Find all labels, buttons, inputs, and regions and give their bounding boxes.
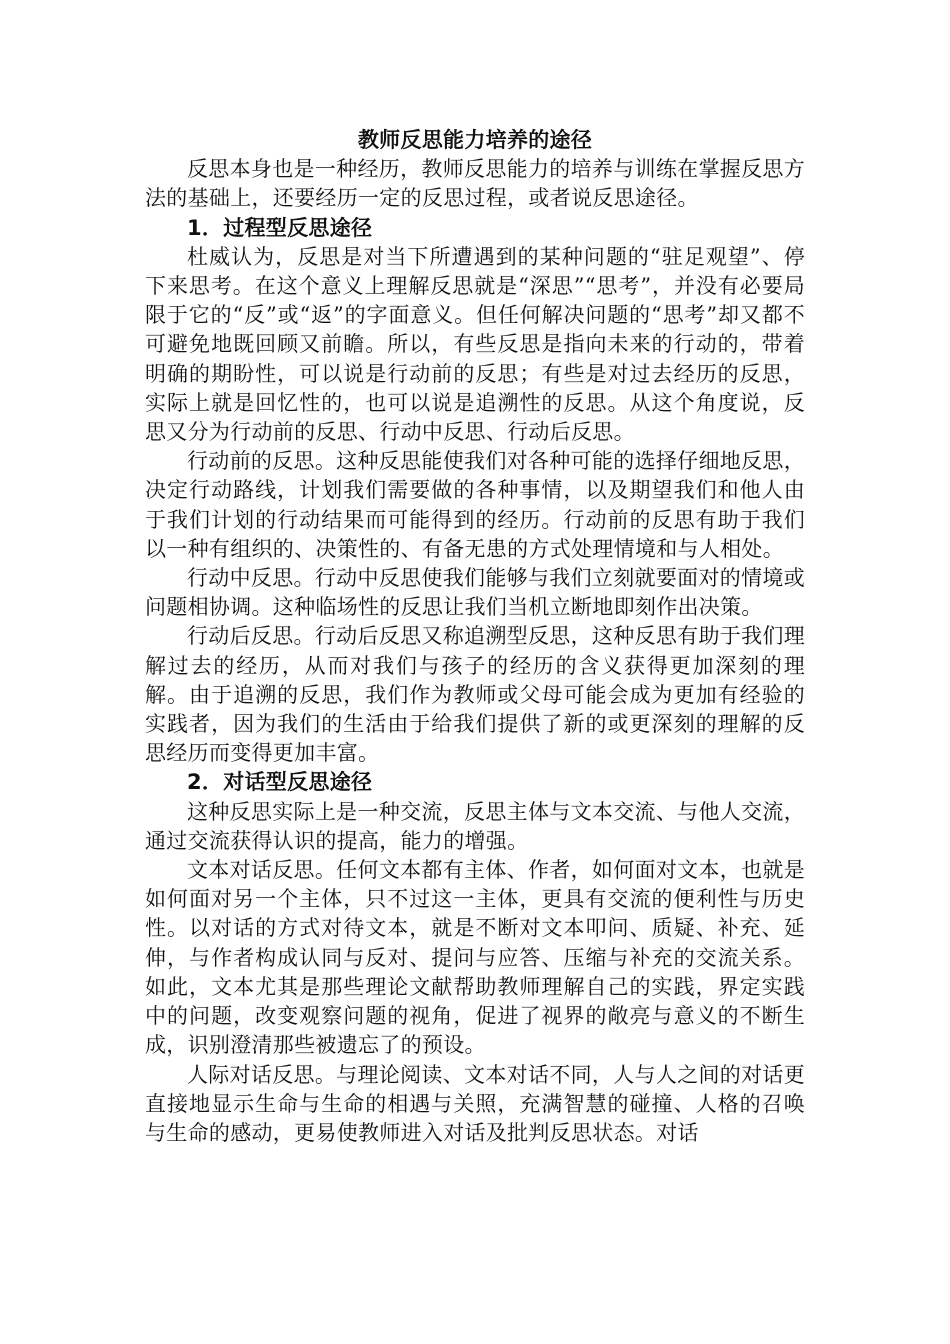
document-page [145, 126, 805, 1148]
paragraph-text-dialogue: 文本对话反思。任何文本都有主体、作者，如何面对文本，也就是如何面对另一个主体，只不过这一主体，更具有交流的便利性与历史性。以对话的方式对待文本，就是不断对文本叩问、质疑、补充、延伸，与作者构成认同与反对、提问与应答、压缩与补充的交流关系。如此，文本尤其是那些理论文献帮助教师理解自己的实践，界定实践中的问题，改变观察问题的视角，促进了视界的敞亮与意义的不断生成，识别澄清那些被遗忘了的预设。 [145, 858, 805, 1058]
paragraph-dialogue-intro: 这种反思实际上是一种交流，反思主体与文本交流、与他人交流，通过交流获得认识的提高，能力的增强。 [145, 799, 805, 853]
paragraph-in-action: 行动中反思。行动中反思使我们能够与我们立刻就要面对的情境或问题相协调。这种临场性的反思让我们当机立断地即刻作出决策。 [145, 566, 805, 620]
section-heading-dialogue: 2．对话型反思途径 [187, 770, 373, 795]
section-heading-process: 1．过程型反思途径 [187, 215, 373, 240]
paragraph-after-action: 行动后反思。行动后反思又称追溯型反思，这种反思有助于我们理解过去的经历，从而对我们与孩子的经历的含义获得更加深刻的理解。由于追溯的反思，我们作为教师或父母可能会成为更加有经验的实践者，因为我们的生活由于给我们提供了新的或更深刻的理解的反思经历而变得更加丰富。 [145, 624, 805, 766]
paragraph-before-action: 行动前的反思。这种反思能使我们对各种可能的选择仔细地反思，决定行动路线，计划我们需要做的各种事情，以及期望我们和他人由于我们计划的行动结果而可能得到的经历。行动前的反思有助于我们以一种有组织的、决策性的、有备无患的方式处理情境和与人相处。 [145, 449, 805, 561]
document-title: 教师反思能力培养的途径 [357, 128, 593, 152]
intro-paragraph: 反思本身也是一种经历，教师反思能力的培养与训练在掌握反思方法的基础上，还要经历一定的反思过程，或者说反思途径。 [145, 157, 805, 211]
paragraph-interpersonal-dialogue: 人际对话反思。与理论阅读、文本对话不同，人与人之间的对话更直接地显示生命与生命的相遇与关照，充满智慧的碰撞、人格的召唤与生命的感动，更易使教师进入对话及批判反思状态。对话 [145, 1062, 805, 1145]
paragraph-dewey: 杜威认为，反思是对当下所遭遇到的某种问题的“驻足观望”、停下来思考。在这个意义上理解反思就是“深思”“思考”，并没有必要局限于它的“反”或“返”的字面意义。但任何解决问题的“思考”却又都不可避免地既回顾又前瞻。所以，有些反思是指向未来的行动的，带着明确的期盼性，可以说是行动前的反思；有些是对过去经历的反思，实际上就是回忆性的，也可以说是追溯性的反思。从这个角度说，反思又分为行动前的反思、行动中反思、行动后反思。 [145, 244, 805, 445]
